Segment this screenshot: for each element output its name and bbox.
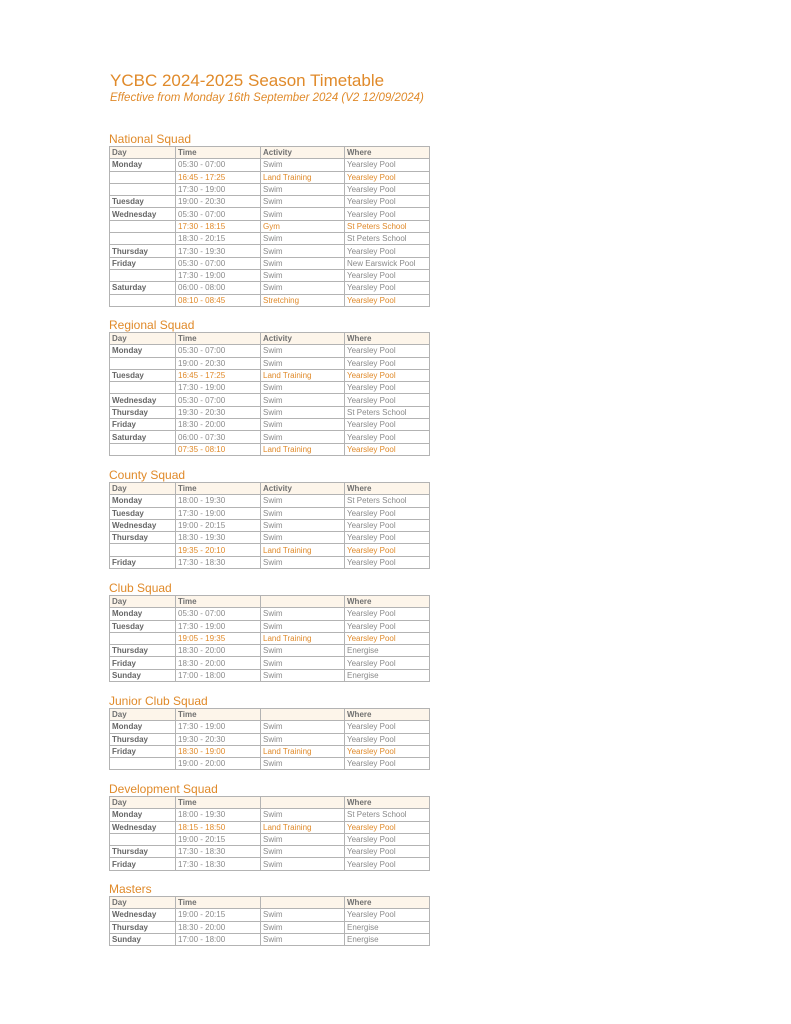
- day-cell: Saturday: [110, 282, 176, 294]
- column-header-day: Day: [110, 709, 176, 721]
- table-row: [110, 183, 430, 195]
- table-row: [110, 345, 430, 357]
- day-cell: [110, 233, 176, 245]
- day-cell: [110, 544, 176, 556]
- time-cell: 16:45 - 17:25: [176, 369, 261, 381]
- time-cell: 18:15 - 18:50: [176, 821, 261, 833]
- table-row: [110, 846, 430, 858]
- column-header-activity: Activity: [261, 333, 345, 345]
- table-row: [110, 669, 430, 681]
- activity-cell: Swim: [261, 933, 345, 945]
- column-header-time: Time: [176, 596, 261, 608]
- where-cell: Energise: [345, 645, 430, 657]
- where-cell: St Peters School: [345, 220, 430, 232]
- activity-cell: Swim: [261, 921, 345, 933]
- regional-squad-section: [109, 318, 429, 456]
- squad-title: Regional Squad: [109, 318, 195, 332]
- where-cell: Yearsley Pool: [345, 394, 430, 406]
- column-header-activity: [261, 596, 345, 608]
- column-header-time: Time: [176, 147, 261, 159]
- squad-title: Masters: [109, 882, 152, 896]
- time-cell: 19:00 - 20:15: [176, 909, 261, 921]
- time-cell: 19:35 - 20:10: [176, 544, 261, 556]
- where-cell: Yearsley Pool: [345, 196, 430, 208]
- table-header-row: [110, 797, 430, 809]
- where-cell: Yearsley Pool: [345, 282, 430, 294]
- activity-cell: Swim: [261, 846, 345, 858]
- table-row: [110, 245, 430, 257]
- day-cell: Thursday: [110, 645, 176, 657]
- column-header-day: Day: [110, 596, 176, 608]
- time-cell: 17:30 - 19:00: [176, 620, 261, 632]
- table-row: [110, 394, 430, 406]
- day-cell: Friday: [110, 858, 176, 870]
- table-row: [110, 208, 430, 220]
- day-cell: Thursday: [110, 733, 176, 745]
- table-header-row: [110, 333, 430, 345]
- time-cell: 05:30 - 07:00: [176, 257, 261, 269]
- day-cell: [110, 443, 176, 455]
- where-cell: Yearsley Pool: [345, 245, 430, 257]
- where-cell: Yearsley Pool: [345, 758, 430, 770]
- table-row: [110, 233, 430, 245]
- table-row: [110, 431, 430, 443]
- column-header-activity: Activity: [261, 147, 345, 159]
- development-squad-table: [109, 796, 430, 871]
- time-cell: 17:30 - 19:00: [176, 382, 261, 394]
- day-cell: Wednesday: [110, 208, 176, 220]
- day-cell: Wednesday: [110, 821, 176, 833]
- table-header-row: [110, 709, 430, 721]
- day-cell: Tuesday: [110, 507, 176, 519]
- activity-cell: Swim: [261, 406, 345, 418]
- activity-cell: Swim: [261, 721, 345, 733]
- activity-cell: Swim: [261, 532, 345, 544]
- day-cell: Wednesday: [110, 909, 176, 921]
- column-header-time: Time: [176, 797, 261, 809]
- time-cell: 17:30 - 19:30: [176, 245, 261, 257]
- table-row: [110, 382, 430, 394]
- club-squad-section: [109, 581, 429, 682]
- junior-club-squad-section: [109, 694, 429, 770]
- time-cell: 16:45 - 17:25: [176, 171, 261, 183]
- where-cell: Yearsley Pool: [345, 556, 430, 568]
- day-cell: [110, 171, 176, 183]
- county-squad-table: [109, 482, 430, 569]
- day-cell: Thursday: [110, 245, 176, 257]
- where-cell: Yearsley Pool: [345, 721, 430, 733]
- county-squad-section: [109, 468, 429, 569]
- table-row: [110, 909, 430, 921]
- table-row: [110, 721, 430, 733]
- squad-title: Junior Club Squad: [109, 694, 208, 708]
- day-cell: [110, 269, 176, 281]
- activity-cell: Swim: [261, 382, 345, 394]
- table-row: [110, 519, 430, 531]
- column-header-activity: [261, 797, 345, 809]
- where-cell: Yearsley Pool: [345, 294, 430, 306]
- table-row: [110, 220, 430, 232]
- activity-cell: Swim: [261, 282, 345, 294]
- activity-cell: Swim: [261, 608, 345, 620]
- table-row: [110, 443, 430, 455]
- column-header-day: Day: [110, 147, 176, 159]
- where-cell: Yearsley Pool: [345, 183, 430, 195]
- table-row: [110, 608, 430, 620]
- time-cell: 17:00 - 18:00: [176, 933, 261, 945]
- table-header-row: [110, 147, 430, 159]
- time-cell: 05:30 - 07:00: [176, 208, 261, 220]
- time-cell: 19:30 - 20:30: [176, 733, 261, 745]
- where-cell: Yearsley Pool: [345, 846, 430, 858]
- time-cell: 19:00 - 20:30: [176, 196, 261, 208]
- time-cell: 17:30 - 19:00: [176, 269, 261, 281]
- day-cell: Thursday: [110, 846, 176, 858]
- where-cell: Energise: [345, 921, 430, 933]
- table-row: [110, 745, 430, 757]
- regional-squad-table: [109, 332, 430, 456]
- activity-cell: Swim: [261, 833, 345, 845]
- national-squad-table: [109, 146, 430, 307]
- activity-cell: Land Training: [261, 369, 345, 381]
- where-cell: St Peters School: [345, 495, 430, 507]
- table-row: [110, 821, 430, 833]
- column-header-where: Where: [345, 333, 430, 345]
- table-row: [110, 921, 430, 933]
- day-cell: Monday: [110, 345, 176, 357]
- activity-cell: Swim: [261, 233, 345, 245]
- activity-cell: Swim: [261, 495, 345, 507]
- masters-section: [109, 882, 429, 946]
- where-cell: Yearsley Pool: [345, 745, 430, 757]
- time-cell: 18:30 - 20:00: [176, 645, 261, 657]
- time-cell: 18:30 - 19:00: [176, 745, 261, 757]
- table-row: [110, 171, 430, 183]
- activity-cell: Land Training: [261, 544, 345, 556]
- activity-cell: Swim: [261, 431, 345, 443]
- time-cell: 17:30 - 18:30: [176, 556, 261, 568]
- column-header-day: Day: [110, 897, 176, 909]
- where-cell: Yearsley Pool: [345, 208, 430, 220]
- where-cell: Yearsley Pool: [345, 532, 430, 544]
- time-cell: 18:30 - 20:00: [176, 921, 261, 933]
- column-header-time: Time: [176, 483, 261, 495]
- time-cell: 19:00 - 20:15: [176, 833, 261, 845]
- where-cell: Yearsley Pool: [345, 171, 430, 183]
- where-cell: Yearsley Pool: [345, 544, 430, 556]
- day-cell: Thursday: [110, 406, 176, 418]
- time-cell: 18:30 - 20:00: [176, 419, 261, 431]
- where-cell: Yearsley Pool: [345, 357, 430, 369]
- table-row: [110, 933, 430, 945]
- column-header-activity: [261, 897, 345, 909]
- table-row: [110, 556, 430, 568]
- where-cell: Yearsley Pool: [345, 345, 430, 357]
- activity-cell: Swim: [261, 809, 345, 821]
- day-cell: Tuesday: [110, 196, 176, 208]
- time-cell: 05:30 - 07:00: [176, 345, 261, 357]
- where-cell: Yearsley Pool: [345, 620, 430, 632]
- table-row: [110, 269, 430, 281]
- where-cell: Yearsley Pool: [345, 382, 430, 394]
- activity-cell: Swim: [261, 519, 345, 531]
- day-cell: Sunday: [110, 669, 176, 681]
- time-cell: 07:35 - 08:10: [176, 443, 261, 455]
- day-cell: [110, 382, 176, 394]
- activity-cell: Land Training: [261, 821, 345, 833]
- time-cell: 17:30 - 18:30: [176, 858, 261, 870]
- document-subtitle: Effective from Monday 16th September 2024 (V2 12/09/2024): [110, 92, 424, 104]
- column-header-day: Day: [110, 333, 176, 345]
- table-row: [110, 733, 430, 745]
- table-row: [110, 544, 430, 556]
- table-row: [110, 645, 430, 657]
- squad-title: Development Squad: [109, 782, 218, 796]
- activity-cell: Swim: [261, 507, 345, 519]
- where-cell: St Peters School: [345, 406, 430, 418]
- where-cell: Yearsley Pool: [345, 733, 430, 745]
- activity-cell: Land Training: [261, 632, 345, 644]
- time-cell: 19:00 - 20:00: [176, 758, 261, 770]
- where-cell: Yearsley Pool: [345, 419, 430, 431]
- activity-cell: Land Training: [261, 443, 345, 455]
- column-header-time: Time: [176, 709, 261, 721]
- table-row: [110, 406, 430, 418]
- activity-cell: Swim: [261, 357, 345, 369]
- table-row: [110, 257, 430, 269]
- time-cell: 08:10 - 08:45: [176, 294, 261, 306]
- where-cell: Yearsley Pool: [345, 608, 430, 620]
- activity-cell: Swim: [261, 245, 345, 257]
- time-cell: 19:00 - 20:30: [176, 357, 261, 369]
- where-cell: Yearsley Pool: [345, 632, 430, 644]
- development-squad-section: [109, 782, 429, 871]
- where-cell: Yearsley Pool: [345, 431, 430, 443]
- activity-cell: Swim: [261, 733, 345, 745]
- activity-cell: Swim: [261, 657, 345, 669]
- column-header-where: Where: [345, 147, 430, 159]
- activity-cell: Swim: [261, 669, 345, 681]
- where-cell: Yearsley Pool: [345, 269, 430, 281]
- table-row: [110, 657, 430, 669]
- day-cell: Friday: [110, 657, 176, 669]
- time-cell: 17:30 - 18:30: [176, 846, 261, 858]
- column-header-activity: Activity: [261, 483, 345, 495]
- squad-title: Club Squad: [109, 581, 172, 595]
- activity-cell: Gym: [261, 220, 345, 232]
- table-row: [110, 620, 430, 632]
- squad-title: County Squad: [109, 468, 186, 482]
- activity-cell: Swim: [261, 419, 345, 431]
- activity-cell: Swim: [261, 269, 345, 281]
- time-cell: 05:30 - 07:00: [176, 608, 261, 620]
- table-row: [110, 369, 430, 381]
- day-cell: [110, 632, 176, 644]
- time-cell: 06:00 - 07:30: [176, 431, 261, 443]
- where-cell: New Earswick Pool: [345, 257, 430, 269]
- table-row: [110, 294, 430, 306]
- time-cell: 18:30 - 19:30: [176, 532, 261, 544]
- time-cell: 19:05 - 19:35: [176, 632, 261, 644]
- table-row: [110, 532, 430, 544]
- table-row: [110, 357, 430, 369]
- table-row: [110, 809, 430, 821]
- time-cell: 05:30 - 07:00: [176, 159, 261, 171]
- where-cell: Energise: [345, 669, 430, 681]
- time-cell: 18:30 - 20:00: [176, 657, 261, 669]
- time-cell: 17:00 - 18:00: [176, 669, 261, 681]
- column-header-where: Where: [345, 709, 430, 721]
- day-cell: Saturday: [110, 431, 176, 443]
- time-cell: 06:00 - 08:00: [176, 282, 261, 294]
- time-cell: 05:30 - 07:00: [176, 394, 261, 406]
- column-header-where: Where: [345, 897, 430, 909]
- table-row: [110, 632, 430, 644]
- day-cell: Monday: [110, 809, 176, 821]
- day-cell: Monday: [110, 495, 176, 507]
- club-squad-table: [109, 595, 430, 682]
- activity-cell: Swim: [261, 394, 345, 406]
- day-cell: Sunday: [110, 933, 176, 945]
- day-cell: [110, 294, 176, 306]
- table-row: [110, 495, 430, 507]
- column-header-time: Time: [176, 333, 261, 345]
- where-cell: Yearsley Pool: [345, 657, 430, 669]
- table-row: [110, 419, 430, 431]
- activity-cell: Swim: [261, 758, 345, 770]
- day-cell: Tuesday: [110, 620, 176, 632]
- day-cell: Tuesday: [110, 369, 176, 381]
- where-cell: Yearsley Pool: [345, 858, 430, 870]
- time-cell: 18:00 - 19:30: [176, 809, 261, 821]
- day-cell: Wednesday: [110, 519, 176, 531]
- column-header-where: Where: [345, 596, 430, 608]
- day-cell: Thursday: [110, 532, 176, 544]
- table-row: [110, 833, 430, 845]
- activity-cell: Swim: [261, 556, 345, 568]
- where-cell: Yearsley Pool: [345, 369, 430, 381]
- day-cell: Monday: [110, 159, 176, 171]
- time-cell: 17:30 - 19:00: [176, 507, 261, 519]
- day-cell: Friday: [110, 556, 176, 568]
- where-cell: Yearsley Pool: [345, 507, 430, 519]
- where-cell: St Peters School: [345, 809, 430, 821]
- day-cell: Monday: [110, 721, 176, 733]
- table-row: [110, 758, 430, 770]
- table-row: [110, 858, 430, 870]
- junior-club-squad-table: [109, 708, 430, 770]
- column-header-day: Day: [110, 797, 176, 809]
- day-cell: [110, 357, 176, 369]
- where-cell: Yearsley Pool: [345, 821, 430, 833]
- day-cell: Friday: [110, 257, 176, 269]
- column-header-time: Time: [176, 897, 261, 909]
- activity-cell: Stretching: [261, 294, 345, 306]
- table-row: [110, 282, 430, 294]
- activity-cell: Swim: [261, 208, 345, 220]
- day-cell: Thursday: [110, 921, 176, 933]
- activity-cell: Swim: [261, 196, 345, 208]
- where-cell: Yearsley Pool: [345, 833, 430, 845]
- document-title: YCBC 2024-2025 Season Timetable: [110, 71, 385, 90]
- activity-cell: Swim: [261, 183, 345, 195]
- national-squad-section: [109, 132, 429, 307]
- day-cell: [110, 183, 176, 195]
- time-cell: 17:30 - 19:00: [176, 721, 261, 733]
- table-header-row: [110, 596, 430, 608]
- activity-cell: Swim: [261, 257, 345, 269]
- time-cell: 18:30 - 20:15: [176, 233, 261, 245]
- activity-cell: Land Training: [261, 745, 345, 757]
- activity-cell: Swim: [261, 909, 345, 921]
- activity-cell: Swim: [261, 645, 345, 657]
- table-row: [110, 196, 430, 208]
- time-cell: 17:30 - 19:00: [176, 183, 261, 195]
- time-cell: 18:00 - 19:30: [176, 495, 261, 507]
- table-row: [110, 159, 430, 171]
- squad-title: National Squad: [109, 132, 192, 146]
- time-cell: 19:30 - 20:30: [176, 406, 261, 418]
- where-cell: Yearsley Pool: [345, 159, 430, 171]
- table-header-row: [110, 897, 430, 909]
- column-header-where: Where: [345, 797, 430, 809]
- day-cell: [110, 758, 176, 770]
- where-cell: Energise: [345, 933, 430, 945]
- column-header-activity: [261, 709, 345, 721]
- masters-table: [109, 896, 430, 946]
- column-header-day: Day: [110, 483, 176, 495]
- activity-cell: Swim: [261, 345, 345, 357]
- day-cell: Wednesday: [110, 394, 176, 406]
- where-cell: Yearsley Pool: [345, 519, 430, 531]
- activity-cell: Land Training: [261, 171, 345, 183]
- where-cell: St Peters School: [345, 233, 430, 245]
- day-cell: Monday: [110, 608, 176, 620]
- activity-cell: Swim: [261, 858, 345, 870]
- where-cell: Yearsley Pool: [345, 909, 430, 921]
- where-cell: Yearsley Pool: [345, 443, 430, 455]
- day-cell: Friday: [110, 419, 176, 431]
- day-cell: [110, 220, 176, 232]
- column-header-where: Where: [345, 483, 430, 495]
- day-cell: Friday: [110, 745, 176, 757]
- time-cell: 19:00 - 20:15: [176, 519, 261, 531]
- day-cell: [110, 833, 176, 845]
- time-cell: 17:30 - 18:15: [176, 220, 261, 232]
- activity-cell: Swim: [261, 620, 345, 632]
- table-row: [110, 507, 430, 519]
- activity-cell: Swim: [261, 159, 345, 171]
- table-header-row: [110, 483, 430, 495]
